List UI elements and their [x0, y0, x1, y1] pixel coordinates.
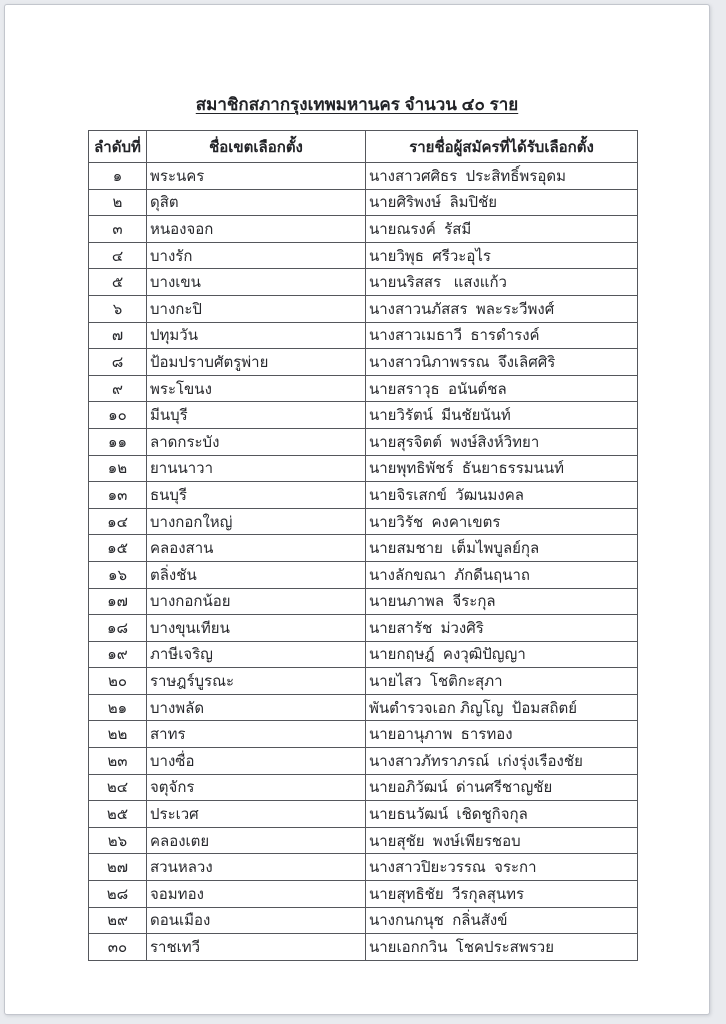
table-header	[89, 131, 638, 163]
table-row	[89, 934, 638, 961]
table-row	[89, 402, 638, 429]
row-district-name: ภาษีเจริญ	[147, 641, 366, 668]
table-row	[89, 748, 638, 775]
row-elected-candidate: นายวิรัตน์ มีนชัยนันท์	[366, 402, 638, 429]
table-header-row	[89, 131, 638, 163]
row-order-number: ๘	[89, 349, 147, 376]
row-elected-candidate: นายสราวุธ อนันต์ชล	[366, 375, 638, 402]
row-order-number: ๒๑	[89, 694, 147, 721]
row-district-name: ยานนาวา	[147, 455, 366, 482]
table-row	[89, 881, 638, 908]
row-elected-candidate: นายอานุภาพ ธารทอง	[366, 721, 638, 748]
table-row	[89, 561, 638, 588]
row-district-name: มีนบุรี	[147, 402, 366, 429]
row-order-number: ๒๓	[89, 748, 147, 775]
row-elected-candidate: นายไสว โชติกะสุภา	[366, 668, 638, 695]
row-elected-candidate: นางลักขณา ภักดีนฤนาถ	[366, 561, 638, 588]
row-elected-candidate: นายกฤษฎ์ คงวุฒิปัญญา	[366, 641, 638, 668]
table-row	[89, 428, 638, 455]
row-district-name: ปทุมวัน	[147, 322, 366, 349]
header-order-number: ลำดับที่	[89, 131, 147, 163]
row-district-name: คลองเตย	[147, 827, 366, 854]
row-elected-candidate: นายสุทธิชัย วีรกุลสุนทร	[366, 881, 638, 908]
row-order-number: ๒๕	[89, 801, 147, 828]
row-elected-candidate: นายสุรจิตต์ พงษ์สิงห์วิทยา	[366, 428, 638, 455]
row-district-name: ตลิ่งชัน	[147, 561, 366, 588]
table-row	[89, 801, 638, 828]
table-row	[89, 242, 638, 269]
row-order-number: ๒๙	[89, 907, 147, 934]
table-row	[89, 322, 638, 349]
row-order-number: ๒๖	[89, 827, 147, 854]
row-order-number: ๑๗	[89, 588, 147, 615]
row-district-name: ป้อมปราบศัตรูพ่าย	[147, 349, 366, 376]
row-district-name: ประเวศ	[147, 801, 366, 828]
row-district-name: ราษฎร์บูรณะ	[147, 668, 366, 695]
row-order-number: ๒	[89, 189, 147, 216]
row-district-name: บางซื่อ	[147, 748, 366, 775]
table-row	[89, 535, 638, 562]
row-elected-candidate: นายสุชัย พงษ์เพียรชอบ	[366, 827, 638, 854]
row-district-name: บางพลัด	[147, 694, 366, 721]
row-elected-candidate: นางกนกนุช กลิ่นสังข์	[366, 907, 638, 934]
table-row	[89, 641, 638, 668]
row-district-name: ดอนเมือง	[147, 907, 366, 934]
row-elected-candidate: นายวิพุธ ศรีวะอุไร	[366, 242, 638, 269]
row-order-number: ๑๓	[89, 482, 147, 509]
row-district-name: หนองจอก	[147, 216, 366, 243]
row-district-name: บางรัก	[147, 242, 366, 269]
row-order-number: ๒๒	[89, 721, 147, 748]
row-district-name: ดุสิต	[147, 189, 366, 216]
table-row	[89, 721, 638, 748]
table-row	[89, 455, 638, 482]
row-order-number: ๑๙	[89, 641, 147, 668]
header-elected-candidate: รายชื่อผู้สมัครที่ได้รับเลือกตั้ง	[366, 131, 638, 163]
row-elected-candidate: พันตำรวจเอก ภิญโญ ป้อมสถิตย์	[366, 694, 638, 721]
row-district-name: บางกะปิ	[147, 295, 366, 322]
table-row	[89, 295, 638, 322]
table-row	[89, 668, 638, 695]
page-title: สมาชิกสภากรุงเทพมหานคร จำนวน ๔๐ ราย	[195, 95, 519, 114]
row-order-number: ๔	[89, 242, 147, 269]
table-row	[89, 163, 638, 190]
row-district-name: ลาดกระบัง	[147, 428, 366, 455]
row-district-name: บางเขน	[147, 269, 366, 296]
table-row	[89, 375, 638, 402]
table-row	[89, 854, 638, 881]
election-results-table	[88, 130, 638, 961]
row-elected-candidate: นายอภิวัฒน์ ด่านศรีชาญชัย	[366, 774, 638, 801]
row-order-number: ๒๔	[89, 774, 147, 801]
row-elected-candidate: นางสาวเมธาวี ธารดำรงค์	[366, 322, 638, 349]
row-elected-candidate: นายจิรเสกข์ วัฒนมงคล	[366, 482, 638, 509]
row-elected-candidate: นางสาวศศิธร ประสิทธิ์พรอุดม	[366, 163, 638, 190]
row-district-name: จตุจักร	[147, 774, 366, 801]
row-district-name: พระโขนง	[147, 375, 366, 402]
row-district-name: ราชเทวี	[147, 934, 366, 961]
row-district-name: สวนหลวง	[147, 854, 366, 881]
table-row	[89, 827, 638, 854]
results-table-body	[89, 163, 638, 961]
table-row	[89, 269, 638, 296]
row-order-number: ๓๐	[89, 934, 147, 961]
row-order-number: ๑๔	[89, 508, 147, 535]
row-order-number: ๙	[89, 375, 147, 402]
table-row	[89, 907, 638, 934]
row-district-name: สาทร	[147, 721, 366, 748]
row-order-number: ๑๐	[89, 402, 147, 429]
row-order-number: ๑๑	[89, 428, 147, 455]
row-district-name: คลองสาน	[147, 535, 366, 562]
table-row	[89, 216, 638, 243]
row-elected-candidate: นางสาวปิยะวรรณ จระกา	[366, 854, 638, 881]
row-order-number: ๒๐	[89, 668, 147, 695]
table-row	[89, 588, 638, 615]
row-elected-candidate: นายณรงค์ รัสมี	[366, 216, 638, 243]
row-order-number: ๗	[89, 322, 147, 349]
row-district-name: บางกอกใหญ่	[147, 508, 366, 535]
row-order-number: ๑๘	[89, 615, 147, 642]
header-district-name: ชื่อเขตเลือกตั้ง	[147, 131, 366, 163]
row-order-number: ๑๕	[89, 535, 147, 562]
row-elected-candidate: นายนภาพล จีระกุล	[366, 588, 638, 615]
row-elected-candidate: นายสมชาย เต็มไพบูลย์กุล	[366, 535, 638, 562]
table-row	[89, 694, 638, 721]
row-elected-candidate: นางสาวภัทราภรณ์ เก่งรุ่งเรืองชัย	[366, 748, 638, 775]
table-row	[89, 615, 638, 642]
row-elected-candidate: นางสาวนภัสสร พละระวีพงศ์	[366, 295, 638, 322]
row-order-number: ๑๖	[89, 561, 147, 588]
table-row	[89, 482, 638, 509]
table-row	[89, 508, 638, 535]
row-elected-candidate: นายนริสสร แสงแก้ว	[366, 269, 638, 296]
row-elected-candidate: นายเอกกวิน โชคประสพรวย	[366, 934, 638, 961]
row-elected-candidate: นายพุทธิพัชร์ ธันยาธรรมนนท์	[366, 455, 638, 482]
row-order-number: ๒๗	[89, 854, 147, 881]
row-district-name: จอมทอง	[147, 881, 366, 908]
table-row	[89, 774, 638, 801]
row-district-name: พระนคร	[147, 163, 366, 190]
table-row	[89, 189, 638, 216]
row-order-number: ๕	[89, 269, 147, 296]
row-elected-candidate: นายศิริพงษ์ ลิมปิชัย	[366, 189, 638, 216]
row-order-number: ๒๘	[89, 881, 147, 908]
table-row	[89, 349, 638, 376]
row-elected-candidate: นายธนวัฒน์ เชิดชูกิจกุล	[366, 801, 638, 828]
row-district-name: บางขุนเทียน	[147, 615, 366, 642]
row-order-number: ๑๒	[89, 455, 147, 482]
row-order-number: ๑	[89, 163, 147, 190]
row-elected-candidate: นายวิรัช คงคาเขตร	[366, 508, 638, 535]
row-order-number: ๖	[89, 295, 147, 322]
row-elected-candidate: นายสารัช ม่วงศิริ	[366, 615, 638, 642]
document-page	[4, 4, 710, 1015]
row-district-name: ธนบุรี	[147, 482, 366, 509]
row-order-number: ๓	[89, 216, 147, 243]
row-district-name: บางกอกน้อย	[147, 588, 366, 615]
row-elected-candidate: นางสาวนิภาพรรณ จึงเลิศศิริ	[366, 349, 638, 376]
